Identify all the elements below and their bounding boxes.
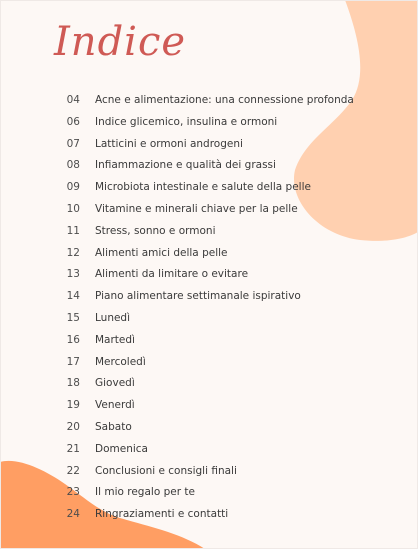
toc-page-number: 20 xyxy=(66,420,80,433)
toc-entry[interactable] xyxy=(0,200,418,222)
toc-page-number: 12 xyxy=(66,246,80,259)
toc-page-number: 21 xyxy=(66,442,80,455)
toc-entry-title: Conclusioni e consigli finali xyxy=(95,464,237,477)
toc-entry[interactable] xyxy=(0,287,418,309)
toc-entry-title: Latticini e ormoni androgeni xyxy=(95,137,243,150)
toc-entry[interactable] xyxy=(0,113,418,135)
toc-entry[interactable] xyxy=(0,309,418,331)
toc-entry-title: Ringraziamenti e contatti xyxy=(95,508,229,521)
toc-page-number: 17 xyxy=(66,355,80,368)
table-of-contents xyxy=(0,91,418,527)
toc-entry[interactable] xyxy=(0,440,418,462)
toc-entry-title: Mercoledì xyxy=(95,355,146,368)
toc-entry-title: Domenica xyxy=(95,442,148,455)
toc-entry[interactable] xyxy=(0,156,418,178)
toc-entry-title: Indice glicemico, insulina e ormoni xyxy=(95,115,278,128)
toc-entry[interactable] xyxy=(0,374,418,396)
toc-entry-title: Alimenti amici della pelle xyxy=(95,246,228,259)
toc-page-number: 24 xyxy=(66,508,80,521)
toc-page-number: 19 xyxy=(66,399,80,412)
toc-entry[interactable] xyxy=(0,244,418,266)
toc-entry-title: Infiammazione e qualità dei grassi xyxy=(95,159,276,172)
toc-entry-title: Sabato xyxy=(95,420,132,433)
toc-entry[interactable] xyxy=(0,178,418,200)
page-title: Indice xyxy=(54,19,187,65)
toc-entry[interactable] xyxy=(0,331,418,353)
toc-page-number: 08 xyxy=(66,159,80,172)
toc-entry[interactable] xyxy=(0,505,418,527)
toc-entry[interactable] xyxy=(0,222,418,244)
toc-page-number: 14 xyxy=(66,290,80,303)
toc-page-number: 13 xyxy=(66,268,80,281)
toc-entry-title: Lunedì xyxy=(95,311,131,324)
toc-entry-title: Giovedì xyxy=(95,377,135,390)
toc-entry[interactable] xyxy=(0,265,418,287)
toc-page-number: 22 xyxy=(66,464,80,477)
toc-page-number: 10 xyxy=(66,202,80,215)
toc-page-number: 09 xyxy=(66,181,80,194)
toc-entry-title: Acne e alimentazione: una connessione profonda xyxy=(95,94,354,106)
toc-page-number: 04 xyxy=(66,94,80,106)
toc-page-number: 16 xyxy=(66,333,80,346)
toc-entry-title: Stress, sonno e ormoni xyxy=(95,224,216,237)
toc-entry[interactable] xyxy=(0,135,418,157)
toc-page-number: 06 xyxy=(66,115,80,128)
toc-entry-title: Martedì xyxy=(95,333,135,346)
toc-entry[interactable] xyxy=(0,353,418,375)
toc-page-number: 23 xyxy=(66,486,80,499)
toc-page-number: 18 xyxy=(66,377,80,390)
toc-entry[interactable] xyxy=(0,483,418,505)
toc-entry[interactable] xyxy=(0,396,418,418)
toc-entry-title: Alimenti da limitare o evitare xyxy=(95,268,249,281)
toc-page-number: 11 xyxy=(66,224,80,237)
toc-entry[interactable] xyxy=(0,462,418,484)
toc-entry-title: Microbiota intestinale e salute della pelle xyxy=(95,181,311,194)
toc-entry-title: Piano alimentare settimanale ispirativo xyxy=(95,290,301,303)
toc-entry-title: Venerdì xyxy=(95,399,135,412)
toc-page-number: 15 xyxy=(66,311,80,324)
toc-page-number: 07 xyxy=(66,137,80,150)
toc-entry-title: Vitamine e minerali chiave per la pelle xyxy=(95,202,298,215)
toc-entry-title: Il mio regalo per te xyxy=(95,486,195,499)
toc-entry[interactable] xyxy=(0,418,418,440)
toc-entry[interactable] xyxy=(0,91,418,113)
